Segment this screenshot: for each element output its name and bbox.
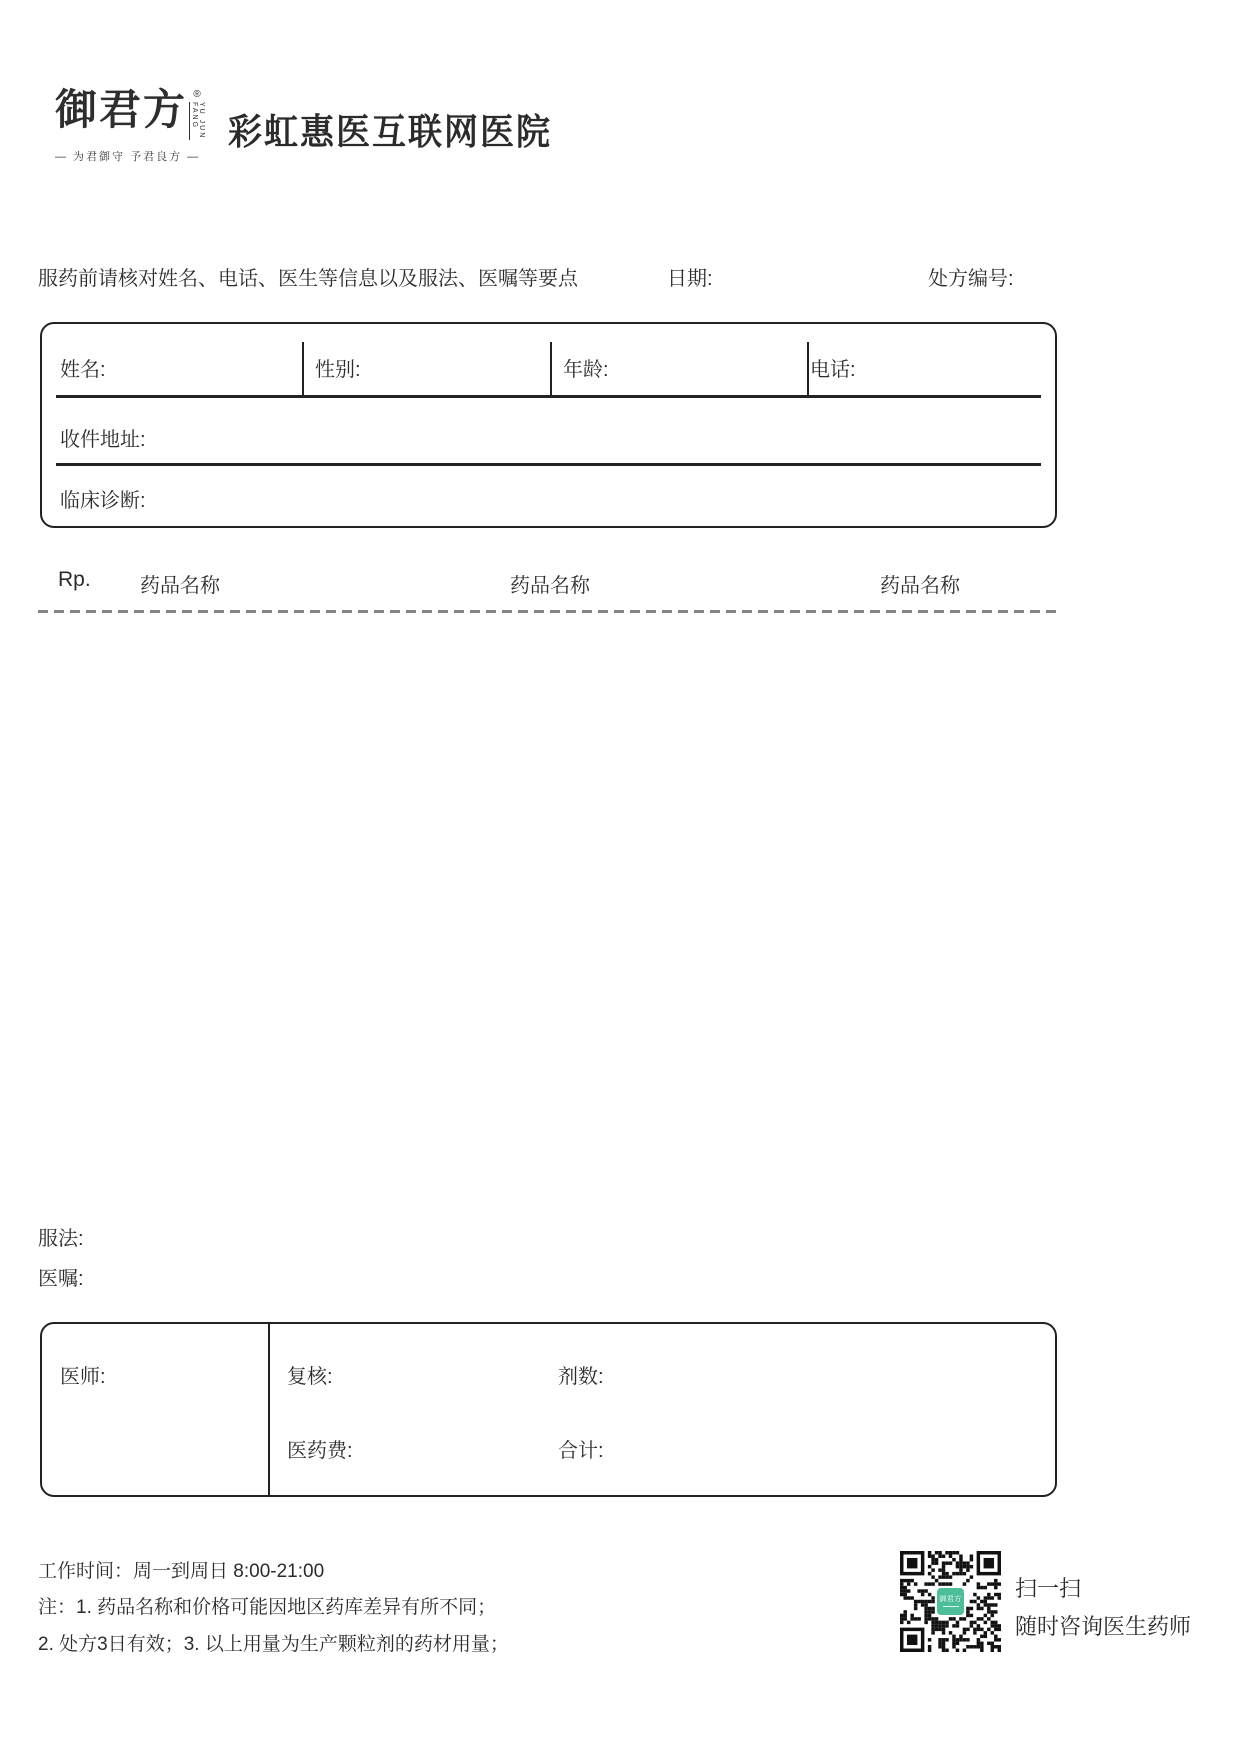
- signoff-divider: [268, 1324, 270, 1495]
- registered-trademark-icon: ®: [193, 89, 201, 100]
- hospital-title: 彩虹惠医互联网医院: [228, 112, 552, 153]
- patient-age-label: 年龄:: [563, 359, 609, 381]
- qr-scan-subtitle: 随时咨询医生药师: [1015, 1614, 1192, 1639]
- diagnosis-label: 临床诊断:: [60, 490, 146, 512]
- rp-label: Rp.: [58, 568, 91, 591]
- drug-name-column-header: 药品名称: [880, 575, 960, 597]
- patient-info-box: [40, 322, 1057, 528]
- patient-phone-label: 电话:: [810, 359, 856, 381]
- drug-name-column-header: 药品名称: [140, 575, 220, 597]
- physician-label: 医师:: [60, 1366, 106, 1388]
- work-hours: 工作时间：周一到周日 8:00-21:00: [38, 1561, 325, 1582]
- row-divider: [56, 463, 1041, 466]
- qr-scan-title: 扫一扫: [1015, 1576, 1082, 1601]
- field-divider: [807, 342, 809, 397]
- verify-notice: 服药前请核对姓名、电话、医生等信息以及服法、医嘱等要点: [38, 268, 578, 290]
- rx-number-label: 处方编号:: [928, 268, 1014, 290]
- qr-center-logo-text: 御君方: [939, 1596, 962, 1603]
- patient-gender-label: 性别:: [315, 359, 361, 381]
- qr-center-logo: [935, 1586, 966, 1617]
- brand-logo-text: 御君方: [55, 88, 188, 134]
- date-label: 日期:: [667, 268, 713, 290]
- brand-logo: [55, 90, 205, 164]
- dose-count-label: 剂数:: [558, 1366, 604, 1388]
- drug-name-column-header: 药品名称: [510, 575, 590, 597]
- dashed-separator: [38, 610, 1058, 613]
- review-label: 复核:: [287, 1366, 333, 1388]
- field-divider: [302, 342, 304, 397]
- brand-logo-pinyin: YU JUN FANG: [191, 102, 205, 140]
- row-divider: [56, 395, 1041, 398]
- field-divider: [550, 342, 552, 397]
- qr-center-logo-underline: [943, 1606, 959, 1607]
- medicine-fee-label: 医药费:: [287, 1440, 353, 1462]
- note-line-2: 2. 处方3日有效；3. 以上用量为生产颗粒剂的药材用量；: [38, 1634, 509, 1655]
- address-label: 收件地址:: [60, 429, 146, 451]
- qr-code: [900, 1551, 1001, 1652]
- advice-label: 医嘱:: [38, 1268, 84, 1290]
- signoff-box: [40, 1322, 1057, 1497]
- note-line-1: 注：1. 药品名称和价格可能因地区药库差异有所不同；: [38, 1597, 497, 1618]
- patient-name-label: 姓名:: [60, 359, 106, 381]
- usage-label: 服法:: [38, 1228, 84, 1250]
- total-label: 合计:: [558, 1440, 604, 1462]
- brand-tagline: — 为君御守 予君良方 —: [55, 151, 201, 163]
